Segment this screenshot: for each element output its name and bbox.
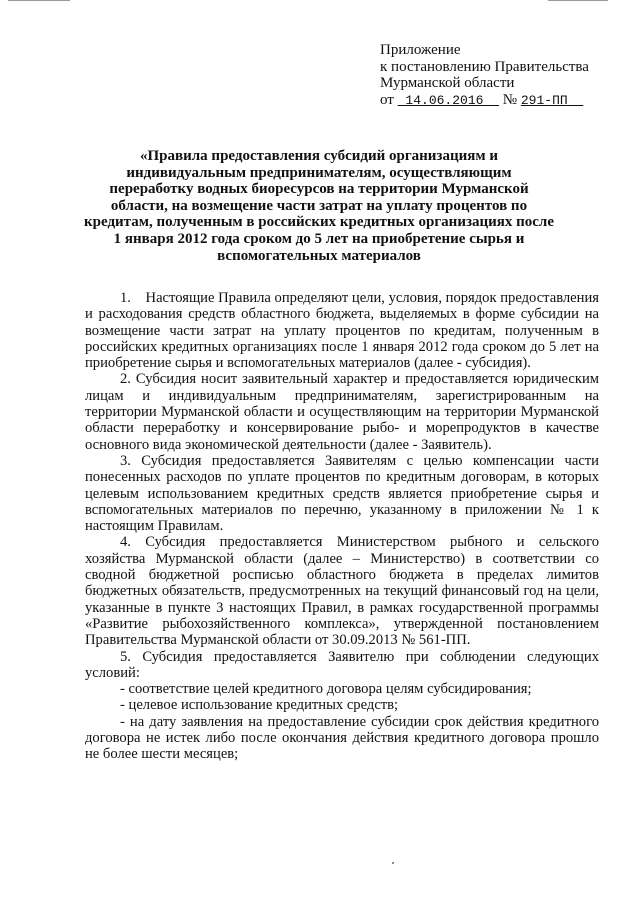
decree-number: 291-ПП: [520, 92, 568, 108]
appendix-block: [380, 42, 589, 109]
scan-edge-line-right: [548, 0, 608, 1]
number-label: №: [502, 91, 518, 108]
scan-speck: [392, 862, 394, 864]
paragraph-2: 2. Субсидия носит заявительный характер и предоставляется юридическим лицам и индивидуальным предпринимателям, зарегистрированным на территории Мурманской области и осуществляющим на территории Мурманской области переработку и консервирование рыбо- и морепродуктов в качестве основного вида экономической деятельности (далее - Заявитель).: [85, 371, 599, 453]
document-title: «Правила предоставления субсидий организациям и индивидуальным предпринимателям, осуществляющим переработку водных биоресурсов на территории Мурманской области, на возмещение части затрат на уплату процентов по кредитам, полученным в российских кредитных организациях после 1 января 2012 года сроком до 5 лет на приобретение сырья и вспомогательных материалов: [84, 148, 555, 264]
from-label: от: [380, 91, 394, 108]
appendix-heading: Приложение: [380, 42, 461, 58]
paragraph-3: 3. Субсидия предоставляется Заявителям с целью компенсации части понесенных расходов по уплате процентов по кредитным договорам, в которых целевым использованием кредитных средств является приобретение сырья и вспомогательных материалов по перечню, указанному в приложении № 1 к настоящим Правилам.: [85, 452, 599, 535]
condition-item-3: - на дату заявления на предоставление субсидии срок действия кредитного договора не истек либо после окончания действия кредитного договора прошло не более шести месяцев;: [85, 713, 599, 763]
document-body: [85, 290, 599, 763]
paragraph-4: 4. Субсидия предоставляется Министерством рыбного и сельского хозяйства Мурманской области (далее – Министерство) в соответствии со сводной бюджетной росписью областного бюджета в пределах лимитов бюджетных обязательств, предусмотренных на текущий финансовый год на цели, указанные в пункте 3 настоящих Правил, в рамках государственной программы «Развитие рыбохозяйственного комплекса», утвержденной постановлением Правительства Мурманской области от 30.09.2013 № 561-ПП.: [85, 534, 599, 649]
decree-date: 14.06.2016: [405, 92, 484, 108]
scan-edge-line-left: [8, 0, 70, 1]
condition-item-1: - соответствие целей кредитного договора целям субсидирования;: [120, 681, 532, 698]
paragraph-1: 1. Настоящие Правила определяют цели, условия, порядок предоставления и расходования средств областного бюджета, выделяемых в форме субсидии на возмещение части затрат на уплату процентов по кредитам, полученным в российских кредитных организациях после 1 января 2012 года сроком до 5 лет на приобретение сырья и вспомогательных материалов (далее - субсидия).: [85, 290, 599, 372]
appendix-reference: к постановлению Правительства: [380, 58, 589, 75]
paragraph-5: 5. Субсидия предоставляется Заявителю при соблюдении следующих условий:: [85, 648, 599, 681]
condition-item-2: - целевое использование кредитных средств;: [120, 697, 399, 714]
appendix-region: Мурманской области: [380, 75, 515, 91]
appendix-date-line: [380, 92, 589, 110]
